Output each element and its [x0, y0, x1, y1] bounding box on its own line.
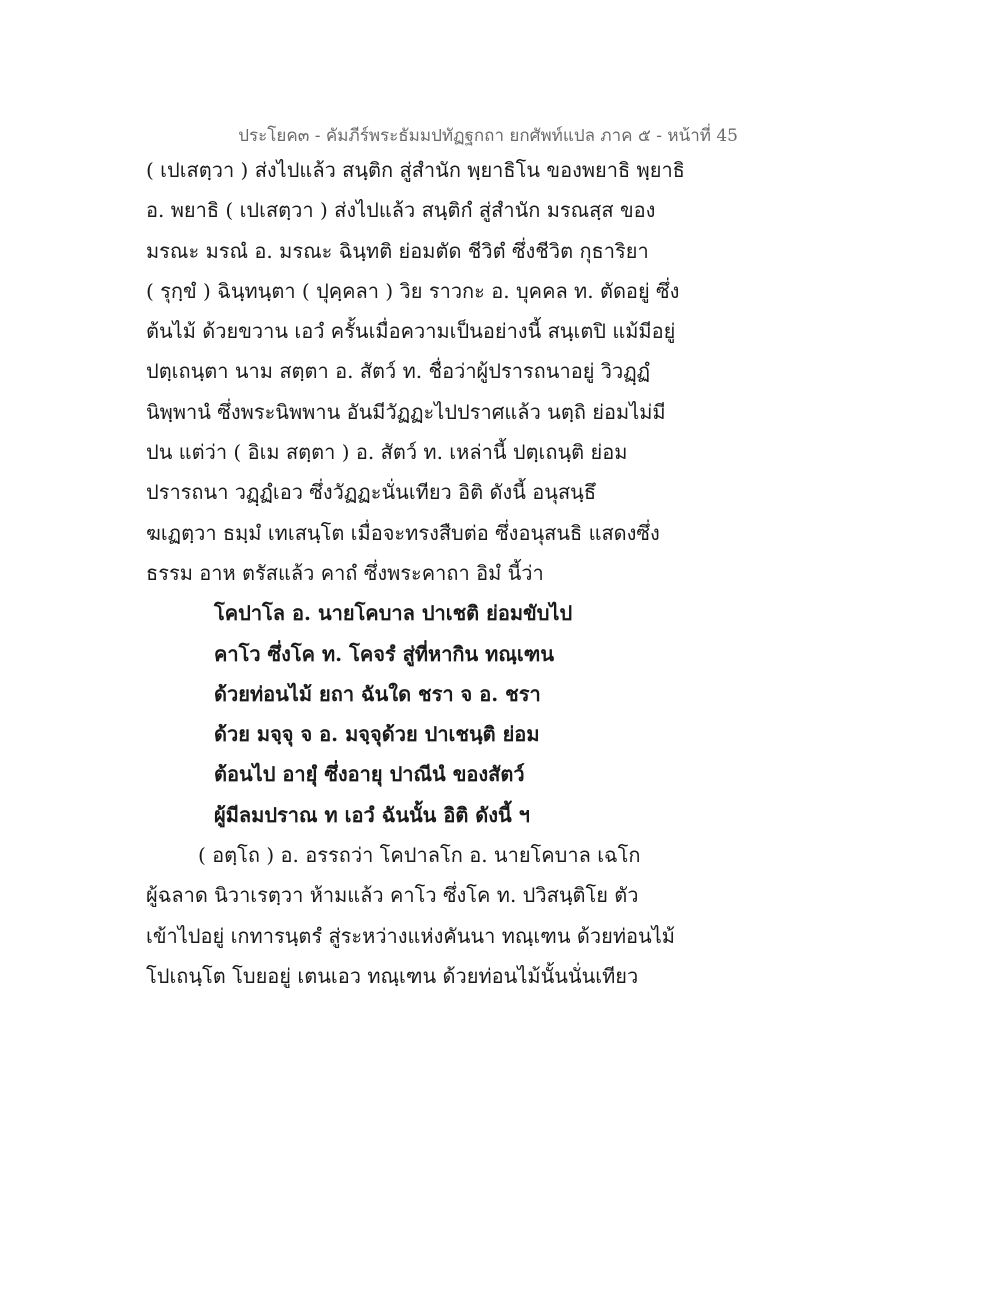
- prose-line: ปตฺเถนฺตา นาม สตฺตา อ. สัตว์ ท. ชื่อว่าผู้ปรารถนาอยู่ วิวฏฺฏํ: [146, 359, 651, 384]
- prose-line: ( รุกฺขํ ) ฉินฺทนฺตา ( ปุคฺคลา ) วิย ราวกะ อ. บุคคล ท. ตัดอยู่ ซึ่ง: [146, 278, 680, 303]
- verse-line: ต้อนไป อายุํ ซึ่งอายุ ปาณีนํ ของสัตว์: [214, 762, 525, 787]
- commentary-paragraph: [146, 835, 866, 996]
- prose-line: มรณะ มรณํ อ. มรณะ ฉินฺทติ ย่อมตัด ชีวิตํ ซึ่งชีวิต กุธาริยา: [146, 238, 649, 263]
- running-header: ประโยค๓ - คัมภีร์พระธัมมปทัฏฐกถา ยกศัพท์แปล ภาค ๕ - หน้าที่ 45: [238, 126, 738, 146]
- prose-line: ฆเฏตฺวา ธมฺมํ เทเสนฺโต เมื่อจะทรงสืบต่อ ซึ่งอนุสนธิ แสดงซึ่ง: [146, 520, 660, 545]
- prose-line: อ. พยาธิ ( เปเสตฺวา ) ส่งไปแล้ว สนฺติกํ สู่สำนัก มรณสฺส ของ: [146, 198, 656, 223]
- verse-line: ด้วย มจฺจุ จ อ. มจฺจุด้วย ปาเชนฺติ ย่อม: [214, 722, 540, 747]
- verse-line: คาโว ซึ่งโค ท. โคจรํ สู่ที่หากิน ทณฺเฑน: [214, 641, 555, 666]
- prose-line: ( เปเสตฺวา ) ส่งไปแล้ว สนฺติก สู่สำนัก พฺยาธิโน ของพยาธิ พฺยาธิ: [146, 158, 685, 182]
- prose-line: ธรรม อาห ตรัสแล้ว คาถํ ซึ่งพระคาถา อิมํ นี้ว่า: [146, 560, 544, 585]
- verse-line: ด้วยท่อนไม้ ยถา ฉันใด ชรา จ อ. ชรา: [214, 681, 541, 706]
- prose-line: นิพฺพานํ ซึ่งพระนิพพาน อันมีวัฏฏะไปปราศแล้ว นตฺถิ ย่อมไม่มี: [146, 399, 666, 424]
- commentary-line: ( อตฺโถ ) อ. อรรถว่า โคปาลโก อ. นายโคบาล เฉโก: [198, 843, 641, 868]
- commentary-line: ผู้ฉลาด นิวาเรตฺวา ห้ามแล้ว คาโว ซึ่งโค ท. ปวิสนฺติโย ตัว: [146, 883, 639, 908]
- commentary-line: เข้าไปอยู่ เกทารนฺตรํ สู่ระหว่างแห่งคันนา ทณฺเฑน ด้วยท่อนไม้: [146, 923, 675, 948]
- prose-line: ต้นไม้ ด้วยขวาน เอวํ ครั้นเมื่อความเป็นอย่างนี้ สนฺเตปิ แม้มีอยู่: [146, 319, 676, 344]
- body-text: [146, 150, 866, 996]
- verse-block: [146, 593, 866, 835]
- commentary-line: โปเถนฺโต โบยอยู่ เตนเอว ทณฺเฑน ด้วยท่อนไม้นั้นนั่นเทียว: [146, 963, 639, 988]
- prose-line: ปรารถนา วฏฺฏํเอว ซึ่งวัฏฏะนั่นเทียว อิติ ดังนี้ อนุสนฺธึ: [146, 480, 597, 505]
- verse-line: ผู้มีลมปราณ ท เอวํ ฉันนั้น อิติ ดังนี้ ฯ: [214, 802, 530, 827]
- verse-line: โคปาโล อ. นายโคบาล ปาเชติ ย่อมขับไป: [214, 601, 573, 626]
- prose-line: ปน แต่ว่า ( อิเม สตฺตา ) อ. สัตว์ ท. เหล่านี้ ปตฺเถนฺติ ย่อม: [146, 440, 628, 465]
